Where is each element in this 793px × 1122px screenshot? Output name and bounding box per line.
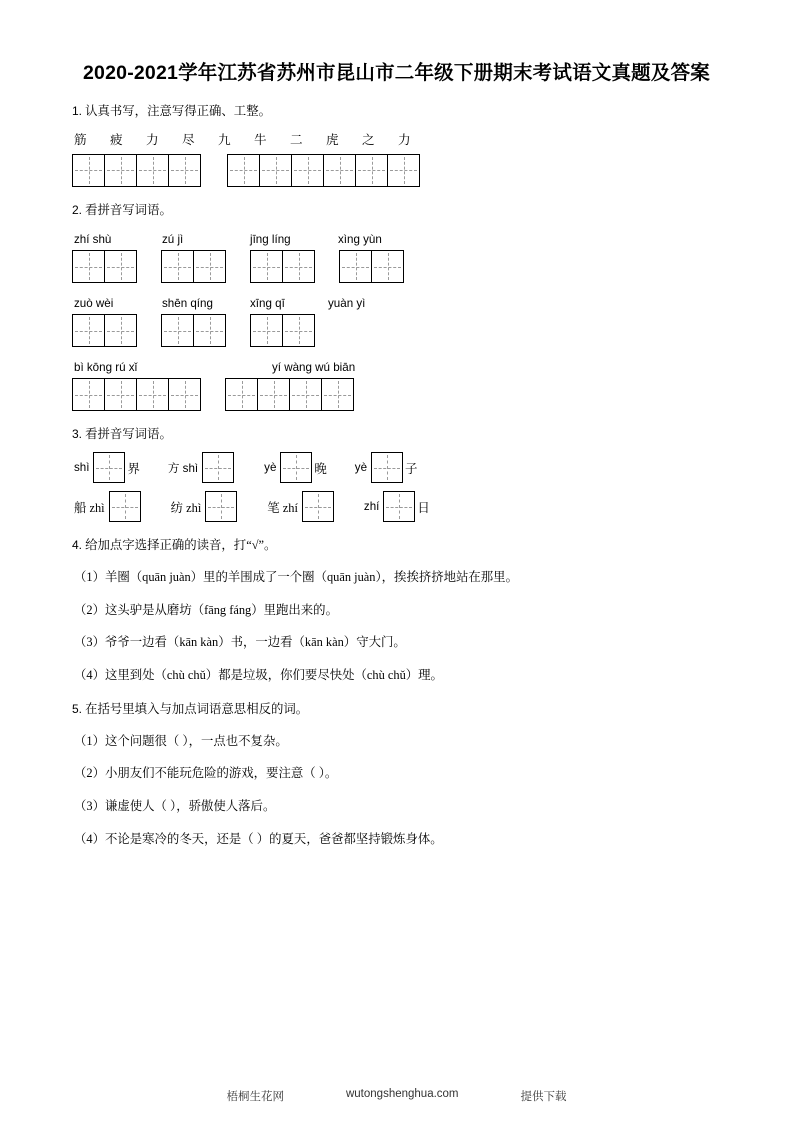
grid-cell[interactable]	[202, 452, 234, 483]
grid-group[interactable]	[72, 314, 137, 347]
question-2-grid-row-1[interactable]	[72, 250, 721, 283]
question-5-item: （1）这个问题很（ ），一点也不复杂。	[74, 733, 288, 748]
item-right-label: 界	[127, 461, 140, 476]
grid-group[interactable]	[250, 314, 315, 347]
item-left-label: 笔 zhí	[267, 500, 298, 515]
question-4-item: （1）羊圈（quān juàn）里的羊围成了一个圈（quān juàn），挨挨挤挤地站在那里。	[74, 569, 518, 584]
item-left-label: zhí	[363, 500, 380, 514]
grid-group[interactable]	[227, 154, 420, 187]
question-5-item: （4）不论是寒冷的冬天，还是（ ）的夏天，爸爸都坚持锻炼身体。	[74, 832, 443, 847]
question-5-item: （2）小朋友们不能玩危险的游戏，要注意（ ）。	[74, 766, 338, 781]
mixed-item[interactable]	[355, 452, 420, 483]
grid-group[interactable]	[225, 378, 354, 411]
char-item: 力	[146, 132, 160, 147]
question-2-pinyin-row-2	[74, 297, 721, 310]
question-3-prompt	[72, 425, 721, 444]
grid-group[interactable]	[72, 250, 137, 283]
grid-group[interactable]	[161, 314, 226, 347]
question-2-text: 看拼音写词语。	[85, 202, 172, 217]
grid-cell[interactable]	[302, 491, 334, 522]
grid-cell[interactable]	[104, 154, 137, 187]
grid-cell[interactable]	[257, 378, 290, 411]
item-right-label: 晚	[314, 461, 327, 476]
pinyin-item: bì kōng rú xǐ	[74, 361, 138, 375]
grid-cell[interactable]	[205, 491, 237, 522]
grid-cell[interactable]	[161, 250, 194, 283]
char-item: 力	[398, 132, 412, 147]
grid-group[interactable]	[72, 378, 201, 411]
grid-cell[interactable]	[371, 250, 404, 283]
char-item: 尽	[182, 132, 196, 147]
question-4-number: 4.	[72, 538, 83, 553]
page-footer	[0, 1088, 793, 1104]
question-3-text: 看拼音写词语。	[85, 427, 172, 442]
question-5-text: 在括号里填入与加点词语意思相反的词。	[85, 702, 309, 717]
grid-cell[interactable]	[259, 154, 292, 187]
grid-cell[interactable]	[104, 378, 137, 411]
grid-cell[interactable]	[387, 154, 420, 187]
grid-cell[interactable]	[291, 154, 324, 187]
question-1-text: 认真书写，注意写得正确、工整。	[85, 104, 271, 119]
grid-cell[interactable]	[72, 378, 105, 411]
question-2-pinyin-row-1	[74, 233, 721, 246]
question-5-number: 5.	[72, 702, 83, 717]
grid-cell[interactable]	[227, 154, 260, 187]
grid-cell[interactable]	[168, 378, 201, 411]
grid-cell[interactable]	[250, 250, 283, 283]
char-item: 二	[290, 132, 304, 147]
grid-cell[interactable]	[72, 314, 105, 347]
pinyin-item: xìng yùn	[338, 233, 382, 247]
footer-download-note: 提供下载	[520, 1091, 567, 1103]
grid-cell[interactable]	[136, 154, 169, 187]
question-4-text: 给加点字选择正确的读音，打“√”。	[85, 538, 277, 553]
question-3-row-2[interactable]	[74, 491, 721, 522]
pinyin-item: yuàn yì	[328, 297, 366, 311]
footer-url[interactable]: wutongshenghua.com	[345, 1088, 459, 1100]
char-item: 之	[362, 132, 376, 147]
question-1-number: 1.	[72, 104, 83, 119]
grid-cell[interactable]	[355, 154, 388, 187]
item-left-label: yè	[354, 461, 368, 475]
pinyin-item: zú jì	[162, 233, 184, 247]
grid-cell[interactable]	[289, 378, 322, 411]
pinyin-item: jīng líng	[250, 233, 291, 247]
question-3-number: 3.	[72, 427, 83, 442]
pinyin-item: zuò wèi	[74, 297, 114, 311]
grid-cell[interactable]	[72, 250, 105, 283]
question-2-grid-row-2[interactable]	[72, 314, 721, 347]
char-item: 牛	[254, 132, 268, 147]
item-right-label: 日	[417, 500, 430, 515]
grid-cell[interactable]	[280, 452, 312, 483]
mixed-item[interactable]	[267, 491, 338, 522]
question-2-pinyin-row-3	[74, 361, 721, 374]
char-item: 虎	[326, 132, 340, 147]
question-4-item: （3）爷爷一边看（kān kàn）书，一边看（kān kàn）守大门。	[74, 635, 406, 650]
char-item: 九	[218, 132, 232, 147]
grid-cell[interactable]	[282, 314, 315, 347]
pinyin-item: zhí shù	[74, 233, 112, 247]
question-2-grid-row-3[interactable]	[72, 378, 721, 411]
grid-cell[interactable]	[193, 250, 226, 283]
grid-group[interactable]	[250, 250, 315, 283]
grid-cell[interactable]	[93, 452, 125, 483]
grid-group[interactable]	[161, 250, 226, 283]
item-left-label: 船 zhì	[74, 500, 105, 515]
pinyin-item: shēn qíng	[162, 297, 213, 311]
item-right-label: 子	[405, 461, 418, 476]
grid-group[interactable]	[72, 154, 201, 187]
grid-cell[interactable]	[193, 314, 226, 347]
item-left-label: yè	[264, 461, 277, 475]
question-1-characters	[74, 129, 721, 148]
item-left-label: shì	[74, 461, 90, 475]
grid-cell[interactable]	[104, 314, 137, 347]
mixed-item[interactable]	[264, 452, 329, 483]
question-4-item: （4）这里到处（chù chǔ）都是垃圾，你们要尽快处（chù chǔ）理。	[74, 668, 443, 683]
char-item: 疲	[110, 132, 124, 147]
grid-cell[interactable]	[136, 378, 169, 411]
grid-cell[interactable]	[383, 491, 415, 522]
footer-site-name: 梧桐生花网	[226, 1091, 284, 1103]
question-5-item: （3）谦虚使人（ ），骄傲使人落后。	[74, 799, 276, 814]
grid-cell[interactable]	[161, 314, 194, 347]
grid-group[interactable]	[339, 250, 404, 283]
grid-cell[interactable]	[323, 154, 356, 187]
grid-cell[interactable]	[371, 452, 403, 483]
mixed-item[interactable]	[168, 452, 238, 483]
item-left-label: 方 shì	[167, 461, 199, 475]
grid-cell[interactable]	[225, 378, 258, 411]
page-title: 2020-2021学年江苏省苏州市昆山市二年级下册期末考试语文真题及答案	[83, 62, 710, 84]
char-item: 筋	[74, 132, 88, 147]
item-left-label: 纺 zhì	[170, 500, 202, 515]
question-2-number: 2.	[72, 202, 83, 217]
grid-cell[interactable]	[72, 154, 105, 187]
grid-cell[interactable]	[339, 250, 372, 283]
grid-cell[interactable]	[321, 378, 354, 411]
question-1-prompt	[72, 102, 721, 121]
grid-cell[interactable]	[250, 314, 283, 347]
mixed-item[interactable]	[171, 491, 242, 522]
question-5-prompt	[72, 700, 721, 719]
question-1-answer-grid[interactable]	[72, 154, 721, 187]
grid-cell[interactable]	[109, 491, 141, 522]
question-4-prompt	[72, 536, 721, 555]
question-2-prompt	[72, 201, 721, 220]
grid-cell[interactable]	[168, 154, 201, 187]
mixed-item[interactable]	[364, 491, 432, 522]
grid-cell[interactable]	[104, 250, 137, 283]
question-3-row-1[interactable]	[74, 452, 721, 483]
grid-cell[interactable]	[282, 250, 315, 283]
pinyin-item: yí wàng wú biān	[272, 361, 356, 375]
pinyin-item: xīng qī	[250, 297, 285, 311]
mixed-item[interactable]	[74, 452, 142, 483]
question-4-item: （2）这头驴是从磨坊（fāng fáng）里跑出来的。	[74, 602, 338, 617]
mixed-item[interactable]	[74, 491, 145, 522]
